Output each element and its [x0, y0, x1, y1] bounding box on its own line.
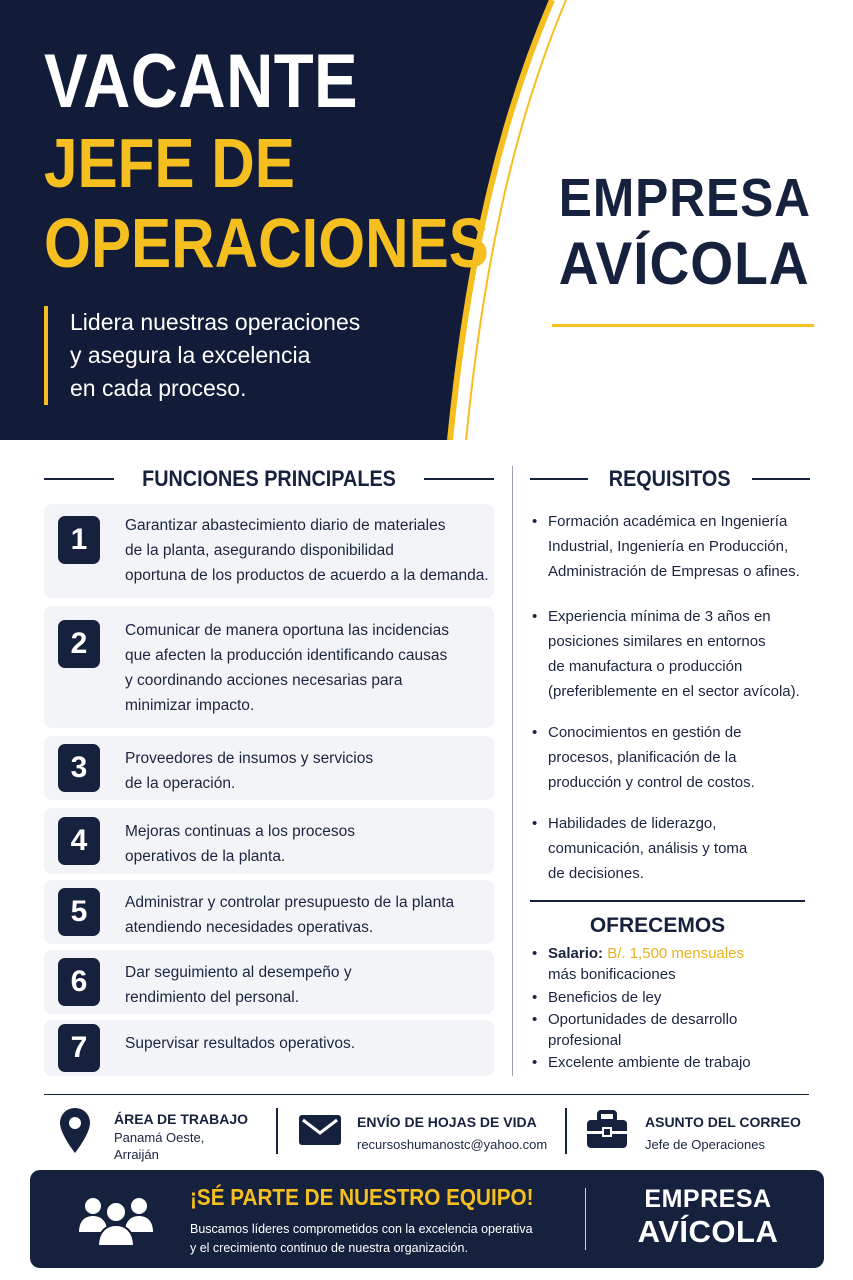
- function-text: [125, 890, 486, 940]
- requirement-item: [530, 604, 830, 704]
- divider: [424, 478, 494, 480]
- requirements-heading: [530, 466, 810, 492]
- function-card: [44, 606, 494, 728]
- title-operaciones: OPERACIONES: [44, 204, 489, 282]
- function-line: Proveedores de insumos y servicios: [125, 750, 374, 767]
- company-underline: [552, 324, 814, 327]
- requirement-line: producción y control de costos.: [548, 774, 755, 791]
- requirement-line: Habilidades de liderazgo,: [548, 815, 717, 832]
- subject-label: ASUNTO DEL CORREO: [645, 1114, 801, 1130]
- function-line: Dar seguimiento al desempeño y: [125, 964, 352, 981]
- function-line: que afecten la producción identificando causas: [125, 647, 448, 664]
- salary-label: Salario:: [548, 945, 604, 962]
- footer-title: ¡SÉ PARTE DE NUESTRO EQUIPO!: [190, 1184, 534, 1210]
- salary-value: B/. 1,500 mensuales: [607, 945, 744, 962]
- company-name: [548, 168, 818, 300]
- area-line: Panamá Oeste,: [114, 1130, 205, 1145]
- briefcase-icon: [585, 1110, 629, 1150]
- cv-label: ENVÍO DE HOJAS DE VIDA: [357, 1114, 537, 1130]
- bullet: •: [532, 1011, 538, 1028]
- requirement-line: procesos, planificación de la: [548, 749, 737, 766]
- bullet: •: [532, 724, 538, 741]
- info-divider: [44, 1094, 809, 1095]
- footer-company-line-1: EMPRESA: [644, 1185, 772, 1213]
- requirements-title: REQUISITOS: [609, 466, 731, 491]
- bullet: •: [532, 989, 538, 1006]
- area-line: Arraiján: [114, 1147, 159, 1162]
- bullet: •: [532, 1054, 538, 1071]
- salary-extra: más bonificaciones: [548, 966, 676, 983]
- requirement-line: Conocimientos en gestión de: [548, 724, 742, 741]
- function-number-badge: 5: [58, 888, 100, 936]
- info-separator: [565, 1108, 567, 1154]
- footer-separator: [585, 1188, 586, 1250]
- footer-line: y el crecimiento continuo de nuestra organización.: [190, 1241, 468, 1255]
- offer-line: Excelente ambiente de trabajo: [548, 1054, 751, 1071]
- offer-line: Beneficios de ley: [548, 989, 662, 1006]
- function-line: minimizar impacto.: [125, 697, 255, 714]
- function-line: Comunicar de manera oportuna las incidencias: [125, 622, 449, 639]
- function-number-badge: 2: [58, 620, 100, 668]
- divider: [44, 478, 114, 480]
- function-number-badge: 6: [58, 958, 100, 1006]
- function-line: atendiendo necesidades operativas.: [125, 919, 374, 936]
- function-card: [44, 1020, 494, 1076]
- function-line: y coordinando acciones necesarias para: [125, 672, 403, 689]
- function-line: oportuna de los productos de acuerdo a la demanda.: [125, 567, 489, 584]
- company-line-2: AVÍCOLA: [558, 230, 810, 297]
- footer-text: [190, 1220, 533, 1258]
- function-line: Supervisar resultados operativos.: [125, 1035, 356, 1052]
- location-pin-icon: [58, 1106, 92, 1156]
- cv-email[interactable]: recursoshumanostc@yahoo.com: [357, 1137, 548, 1152]
- function-card: [44, 736, 494, 800]
- divider: [752, 478, 810, 480]
- requirement-line: comunicación, análisis y toma: [548, 840, 748, 857]
- footer-banner: [30, 1170, 824, 1268]
- tagline-line: en cada proceso.: [70, 375, 247, 401]
- function-number-badge: 1: [58, 516, 100, 564]
- bullet: •: [532, 815, 538, 832]
- offer-salary: [530, 943, 830, 985]
- bullet: •: [532, 608, 538, 625]
- requirement-line: (preferiblemente en el sector avícola).: [548, 683, 800, 700]
- function-text: [125, 618, 486, 718]
- bullet: •: [532, 945, 538, 962]
- column-divider: [512, 466, 513, 1076]
- function-line: Garantizar abastecimiento diario de materiales: [125, 517, 446, 534]
- team-icon: [76, 1192, 156, 1250]
- function-line: rendimiento del personal.: [125, 989, 300, 1006]
- footer-company-line-2: AVÍCOLA: [637, 1214, 779, 1249]
- function-text: [125, 1031, 486, 1056]
- function-line: operativos de la planta.: [125, 848, 286, 865]
- subject-value: Jefe de Operaciones: [645, 1137, 765, 1152]
- function-line: Mejoras continuas a los procesos: [125, 823, 356, 840]
- offer-item: [530, 1052, 830, 1073]
- function-card: [44, 880, 494, 944]
- offer-line: profesional: [548, 1032, 622, 1049]
- function-card: [44, 950, 494, 1014]
- function-number-badge: 3: [58, 744, 100, 792]
- footer-company: [598, 1184, 818, 1250]
- functions-heading: [44, 466, 494, 492]
- offer-title: OFRECEMOS: [589, 914, 726, 937]
- function-line: Administrar y controlar presupuesto de la planta: [125, 894, 455, 911]
- function-number-badge: 4: [58, 817, 100, 865]
- area-value: [114, 1129, 204, 1163]
- requirement-item: [530, 509, 830, 584]
- requirement-line: de decisiones.: [548, 865, 644, 882]
- footer-line: Buscamos líderes comprometidos con la excelencia operativa: [190, 1222, 533, 1236]
- hero-banner: [0, 0, 853, 440]
- requirement-line: de manufactura o producción: [548, 658, 743, 675]
- function-text: [125, 819, 486, 869]
- function-card: [44, 504, 494, 598]
- area-label: ÁREA DE TRABAJO: [114, 1111, 249, 1127]
- tagline-line: Lidera nuestras operaciones: [70, 309, 361, 335]
- function-text: [125, 746, 486, 796]
- info-separator: [276, 1108, 278, 1154]
- requirement-item: [530, 811, 830, 886]
- offer-item: [530, 1009, 830, 1051]
- tagline: [44, 306, 424, 405]
- requirement-line: Administración de Empresas o afines.: [548, 563, 800, 580]
- requirement-item: [530, 720, 830, 795]
- function-line: de la operación.: [125, 775, 236, 792]
- function-text: [125, 513, 489, 588]
- envelope-icon: [298, 1112, 342, 1148]
- offer-line: Oportunidades de desarrollo: [548, 1011, 738, 1028]
- function-line: de la planta, asegurando disponibilidad: [125, 542, 394, 559]
- requirement-line: Industrial, Ingeniería en Producción,: [548, 538, 789, 555]
- function-number-badge: 7: [58, 1024, 100, 1072]
- offer-divider: [530, 900, 805, 902]
- tagline-line: y asegura la excelencia: [70, 342, 311, 368]
- function-text: [125, 960, 486, 1010]
- title-jefe-de: JEFE DE: [44, 124, 295, 202]
- company-line-1: EMPRESA: [558, 168, 811, 228]
- divider: [530, 478, 588, 480]
- requirement-line: Formación académica en Ingeniería: [548, 513, 788, 530]
- requirement-line: posiciones similares en entornos: [548, 633, 766, 650]
- bullet: •: [532, 513, 538, 530]
- functions-title: FUNCIONES PRINCIPALES: [142, 466, 396, 491]
- requirement-line: Experiencia mínima de 3 años en: [548, 608, 771, 625]
- function-card: [44, 808, 494, 874]
- offer-item: [530, 987, 830, 1008]
- title-vacante: VACANTE: [44, 39, 359, 124]
